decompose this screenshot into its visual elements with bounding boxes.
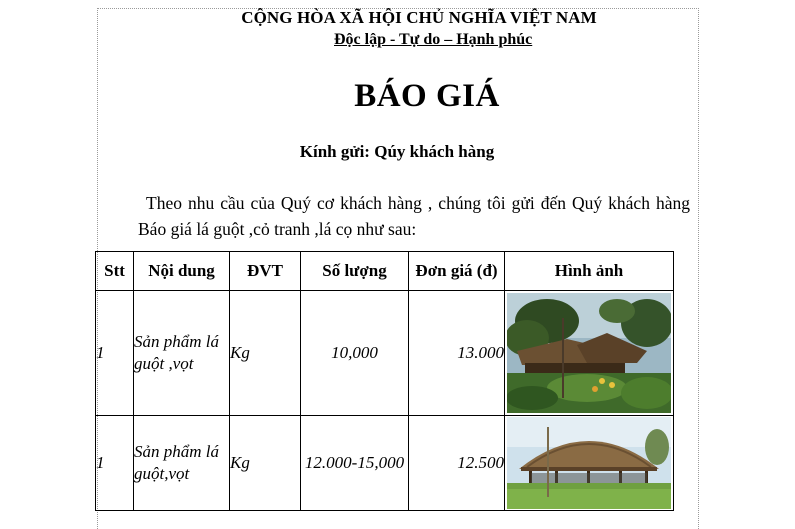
table-row [96,416,674,511]
cell-price: 12.500 [409,416,505,511]
header-quantity: Số lượng [301,252,409,291]
cell-quantity: 12.000-15,000 [301,416,409,511]
cell-stt: 1 [96,291,134,416]
cell-quantity: 10,000 [301,291,409,416]
cell-content: Sản phẩm lá guột ,vọt [134,291,230,416]
thatched-house-photo [507,293,671,413]
document-title: BÁO GIÁ [354,78,500,114]
cell-unit: Kg [230,416,301,511]
header-price: Đơn giá (đ) [409,252,505,291]
header-image: Hình ảnh [505,252,674,291]
price-table [95,251,674,511]
cell-stt: 1 [96,416,134,511]
header-stt: Stt [96,252,134,291]
header-content: Nội dung [134,252,230,291]
table-header-row [96,252,674,291]
greeting: Kính gửi: Qúy khách hàng [299,142,495,161]
cell-price: 13.000 [409,291,505,416]
intro-paragraph: Theo nhu cầu của Quý cơ khách hàng , chúng tôi gửi đến Quý khách hàng Báo giá lá guột ,cỏ tranh ,lá cọ như sau: [138,193,690,239]
cell-content: Sản phẩm lá guột,vọt [134,416,230,511]
motto-header: Độc lập - Tự do – Hạnh phúc [334,31,533,48]
header-unit: ĐVT [230,252,301,291]
cell-image [505,291,674,416]
nation-header: CỘNG HÒA XÃ HỘI CHỦ NGHĨA VIỆT NAM [241,8,597,27]
dome-pavilion-photo [507,417,671,509]
cell-image [505,416,674,511]
cell-unit: Kg [230,291,301,416]
table-row [96,291,674,416]
